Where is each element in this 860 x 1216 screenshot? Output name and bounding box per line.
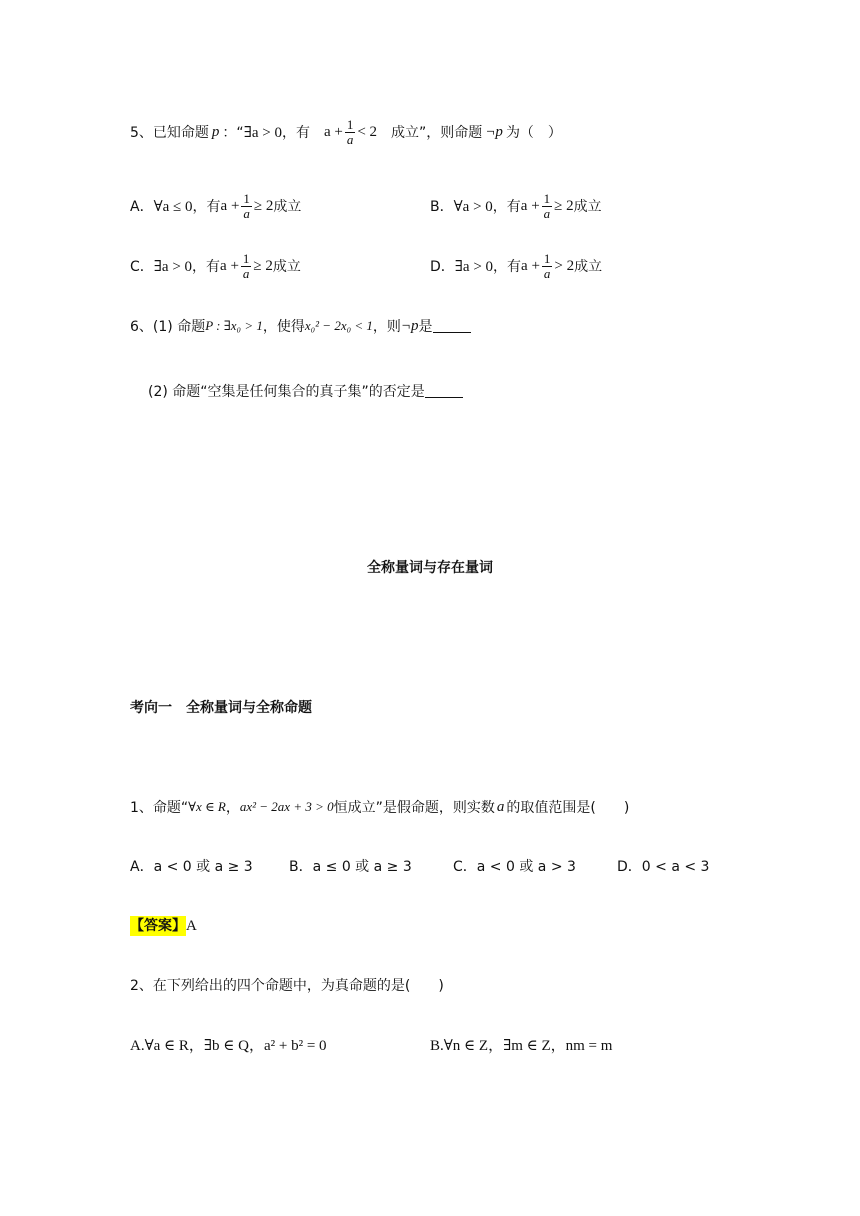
option-quantifier: ∃a > 0: [454, 258, 494, 275]
q6-part1-notp: ¬p: [400, 317, 419, 334]
option-tail: 成立: [272, 259, 301, 275]
q1-stem-d: 的取值范围是( ): [506, 800, 630, 816]
option-expr2: > 2: [554, 257, 575, 274]
q1-option-d: D．0 < a < 3: [617, 859, 710, 875]
q5-frac-num: 1: [346, 116, 354, 132]
q6-part1-b: ，使得: [262, 319, 305, 335]
q5-fraction: [345, 118, 356, 147]
q2-stem: 2、在下列给出的四个命题中，为真命题的是( ): [130, 978, 444, 994]
option-mid: ，有: [493, 259, 522, 275]
q5-exists: ∃a > 0: [243, 124, 282, 141]
q1-stem-a: 1、命题“: [130, 800, 189, 816]
q1-option-a: A．a < 0 或 a ≥ 3: [130, 859, 253, 875]
option-tail: 成立: [273, 199, 302, 215]
q6-part1-c: ，则: [372, 319, 401, 335]
q2-option-b: B.∀n ∈ Z，∃m ∈ Z，nm = m: [430, 1038, 613, 1054]
q5-option-b: [430, 188, 602, 224]
q1-option-b: B．a ≤ 0 或 a ≥ 3: [289, 859, 412, 875]
option-fraction: [542, 192, 553, 221]
answer-value: A: [186, 918, 197, 934]
q5-notp: ¬p: [485, 123, 503, 140]
q1-stem-math2: ax² − 2ax + 3 > 0: [239, 799, 334, 814]
option-expr2: ≥ 2: [554, 197, 574, 214]
answer-blank: [425, 385, 463, 398]
option-quantifier: ∃a > 0: [153, 258, 193, 275]
q5-stem-c: 为（ ）: [505, 125, 562, 141]
q5-stem: [130, 110, 562, 154]
q1-stem-b: ，: [225, 800, 240, 816]
option-expr1: a +: [220, 257, 239, 274]
answer-label: 【答案】: [130, 918, 186, 934]
q1-stem-c: 恒成立”是假命题，则实数: [333, 800, 495, 816]
q5-option-a: [130, 188, 301, 224]
q5-stem-b: 成立”，则命题: [391, 125, 483, 141]
q6-part1-math: P : ∃x₀ > 1: [205, 318, 263, 333]
frac-num: 1: [243, 190, 250, 206]
option-label: D．: [430, 259, 455, 275]
q6-part1-d: 是: [418, 319, 433, 335]
subsection-title: 考向一 全称量词与全称命题: [130, 700, 312, 716]
option-expr1: a +: [520, 197, 540, 214]
q5-expr-post: < 2: [357, 123, 378, 140]
q5-p: p: [211, 123, 220, 140]
option-expr1: a +: [220, 197, 240, 214]
option-fraction: [241, 252, 252, 281]
frac-den: a: [543, 265, 551, 281]
option-label: C．: [130, 259, 154, 275]
q1-stem-math1: ∀x ∈ R: [188, 799, 226, 814]
q6-part1: [130, 316, 471, 336]
q1-answer: [130, 915, 197, 935]
q1-stem: [130, 797, 629, 817]
option-label: B．: [430, 199, 454, 215]
option-fraction: [241, 192, 252, 221]
option-tail: 成立: [574, 259, 603, 275]
q2-option-a: A.∀a ∈ R，∃b ∈ Q，a² + b² = 0: [130, 1038, 327, 1054]
q5-stem-a: 5、已知命题: [130, 125, 209, 141]
option-expr2: ≥ 2: [253, 257, 273, 274]
option-mid: ，有: [192, 199, 221, 215]
section-title: 全称量词与存在量词: [367, 560, 493, 576]
frac-den: a: [243, 205, 250, 221]
option-tail: 成立: [573, 199, 602, 215]
option-label: A．: [130, 199, 154, 215]
option-fraction: [542, 252, 553, 281]
q5-comma: ，有: [281, 125, 310, 141]
q1-stem-var: a: [496, 798, 505, 815]
frac-num: 1: [543, 250, 551, 266]
q6-part1-expr: x₀² − 2x₀ < 1: [304, 318, 373, 333]
option-mid: ，有: [492, 199, 521, 215]
q5-frac-den: a: [346, 131, 354, 147]
frac-num: 1: [242, 250, 250, 266]
option-quantifier: ∀a > 0: [453, 198, 493, 215]
option-expr1: a +: [521, 257, 540, 274]
answer-blank: [433, 320, 471, 333]
q5-option-c: [130, 248, 301, 284]
q1-option-c: C．a < 0 或 a > 3: [453, 859, 576, 875]
frac-den: a: [543, 205, 551, 221]
q6-part2: [148, 381, 463, 401]
option-quantifier: ∀a ≤ 0: [153, 198, 193, 215]
q5-expr-pre: a +: [323, 123, 343, 140]
q5-colon: ：“: [222, 125, 244, 141]
q6-part1-a: 6、(1) 命题: [130, 319, 206, 335]
option-mid: ，有: [192, 259, 221, 275]
frac-den: a: [242, 265, 250, 281]
option-expr2: ≥ 2: [253, 197, 274, 214]
q6-part2-text: (2) 命题“空集是任何集合的真子集”的否定是: [148, 384, 425, 400]
frac-num: 1: [543, 190, 551, 206]
q5-option-d: [430, 246, 602, 286]
